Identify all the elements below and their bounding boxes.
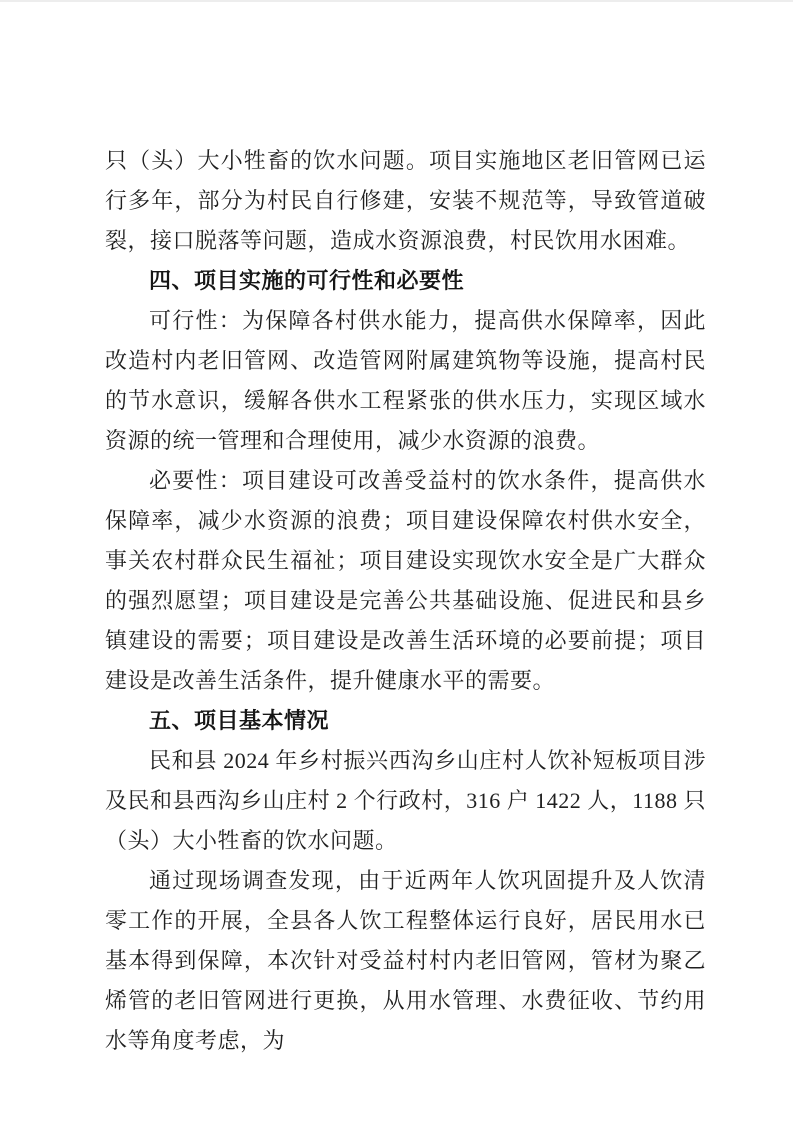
- paragraph: 必要性：项目建设可改善受益村的饮水条件，提高供水保障率，减少水资源的浪费；项目建设保障农村供水安全，事关农村群众民生福祉；项目建设实现饮水安全是广大群众的强烈愿望；项目建设是完善公共基础设施、促进民和县乡镇建设的需要；项目建设是改善生活环境的必要前提；项目建设是改善生活条件，提升健康水平的需要。: [105, 468, 706, 693]
- paragraph: 通过现场调查发现，由于近两年人饮巩固提升及人饮清零工作的开展，全县各人饮工程整体运行良好，居民用水已基本得到保障，本次针对受益村村内老旧管网，管材为聚乙烯管的老旧管网进行更换，从用水管理、水费征收、节约用水等角度考虑，为: [105, 868, 706, 1053]
- document-body: [105, 141, 706, 1061]
- paragraph: 只（头）大小牲畜的饮水问题。项目实施地区老旧管网已运行多年，部分为村民自行修建，安装不规范等，导致管道破裂，接口脱落等问题，造成水资源浪费，村民饮用水困难。: [105, 148, 706, 253]
- section-heading: 四、项目实施的可行性和必要性: [149, 268, 465, 293]
- paragraph: 可行性：为保障各村供水能力，提高供水保障率，因此改造村内老旧管网、改造管网附属建筑物等设施，提高村民的节水意识，缓解各供水工程紧张的供水压力，实现区域水资源的统一管理和合理使用，减少水资源的浪费。: [105, 308, 706, 453]
- paragraph: 民和县 2024 年乡村振兴西沟乡山庄村人饮补短板项目涉及民和县西沟乡山庄村 2 个行政村，316 户 1422 人，1188 只（头）大小牲畜的饮水问题。: [105, 748, 706, 853]
- section-heading: 五、项目基本情况: [149, 708, 330, 733]
